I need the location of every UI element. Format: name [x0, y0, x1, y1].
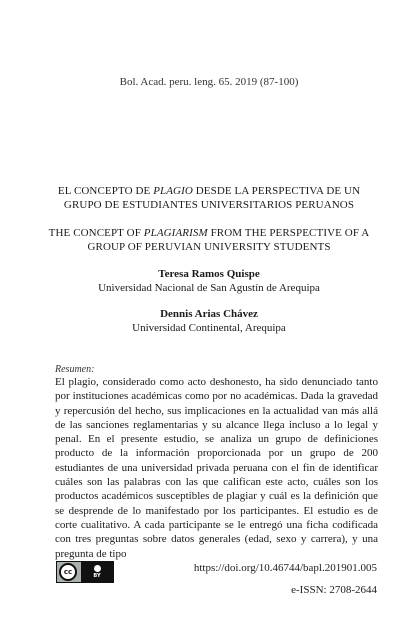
person-icon — [94, 565, 101, 572]
title-spanish-part-1: EL CONCEPTO DE — [57, 185, 154, 197]
by-label: BY — [93, 573, 101, 579]
cc-by-license-badge[interactable] — [56, 561, 114, 583]
title-english — [40, 226, 378, 254]
abstract-text: El plagio, considerado como acto deshonesto, ha sido denunciado tanto por instituciones académicas como por no académicas. Dada la gravedad y repercusión del hecho, sus implicaciones en la actualidad van más allá de las sanciones reglamentarias y su alcance llega incluso a lo legal y penal. En el presente estudio, se analiza un grupo de definiciones producto de la información proporcionada por un grupo de 200 estudiantes de una universidad privada peruana con el fin de identificar cuáles son las palabras con las que califican este acto, cuáles son los productos académicos susceptibles de plagiar y cuál es la definición que se desprende de lo manifestado por los participantes. El estudio es de corte cualitativo. A cada participante se le entregó una ficha codificada con tres preguntas sobre datos generales (edad, sexo y carrera), y una pregunta de tipo — [55, 376, 378, 560]
abstract-label: Resumen: — [55, 364, 95, 375]
author-affiliation: Universidad Nacional de San Agustín de Arequipa — [98, 282, 320, 294]
author-name: Dennis Arias Chávez — [160, 308, 258, 320]
eissn: e-ISSN: 2708-2644 — [291, 584, 377, 596]
attribution-icon — [81, 562, 113, 582]
title-spanish-part-2: DESDE LA PERSPECTIVA DE UN GRUPO DE ESTUDIANTES UNIVERSITARIOS PERUANOS — [63, 185, 361, 211]
title-spanish — [40, 184, 378, 212]
title-english-italic-term: PLAGIARISM — [143, 227, 208, 239]
author-affiliation: Universidad Continental, Arequipa — [132, 322, 286, 334]
title-english-part-1: THE CONCEPT OF — [48, 227, 144, 239]
author-block-2 — [0, 307, 418, 335]
journal-reference: Bol. Acad. peru. leng. 65. 2019 (87-100) — [119, 76, 299, 88]
author-block-1 — [0, 267, 418, 295]
title-spanish-italic-term: PLAGIO — [153, 185, 193, 197]
author-name: Teresa Ramos Quispe — [158, 268, 260, 280]
title-english-part-2: FROM THE PERSPECTIVE OF A GROUP OF PERUVIAN UNIVERSITY STUDENTS — [87, 227, 370, 253]
creative-commons-icon: cc — [59, 563, 77, 581]
doi-link[interactable]: https://doi.org/10.46744/bapl.201901.005 — [193, 562, 377, 574]
